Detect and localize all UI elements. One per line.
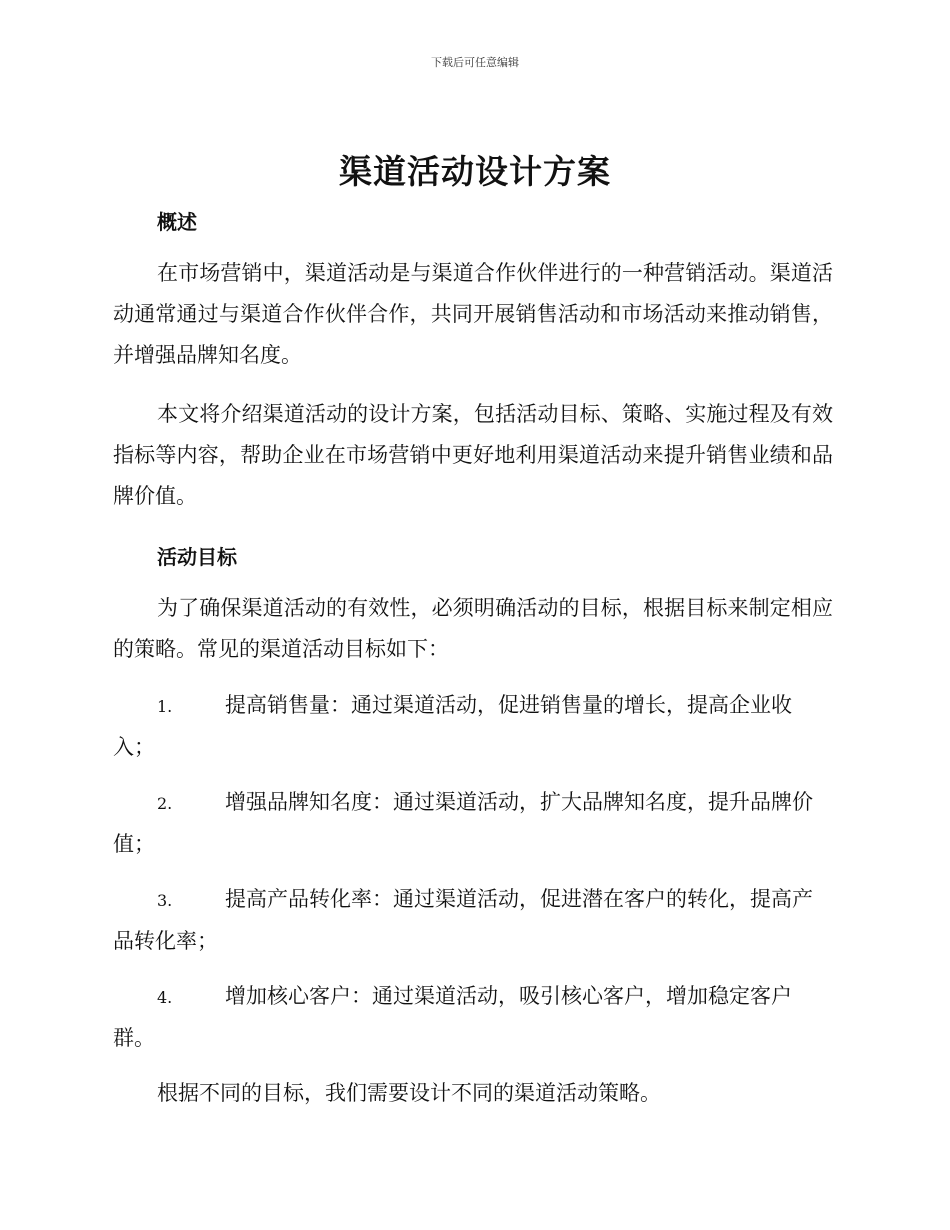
list-number: 1. <box>157 697 173 716</box>
goal-list-item-1 <box>113 685 833 768</box>
goal-list-item-4 <box>113 976 833 1059</box>
section-heading-overview: 概述 <box>157 210 197 234</box>
list-text: 增强品牌知名度：通过渠道活动，扩大品牌知名度，提升品牌价值； <box>113 790 813 856</box>
overview-paragraph-1: 在市场营销中，渠道活动是与渠道合作伙伴进行的一种营销活动。渠道活动通常通过与渠道合作伙伴合作，共同开展销售活动和市场活动来推动销售，并增强品牌知名度。 <box>113 261 833 367</box>
goal-list-item-3 <box>113 879 833 962</box>
goal-list-item-2 <box>113 782 833 865</box>
list-text: 增加核心客户：通过渠道活动，吸引核心客户，增加稳定客户群。 <box>113 984 792 1050</box>
list-number: 2. <box>157 794 173 813</box>
overview-paragraph-2: 本文将介绍渠道活动的设计方案，包括活动目标、策略、实施过程及有效指标等内容，帮助企业在市场营销中更好地利用渠道活动来提升销售业绩和品牌价值。 <box>113 402 833 508</box>
goals-outro-paragraph: 根据不同的目标，我们需要设计不同的渠道活动策略。 <box>157 1081 661 1105</box>
list-number: 4. <box>157 988 173 1007</box>
section-heading-goals: 活动目标 <box>157 545 237 569</box>
list-text: 提高产品转化率：通过渠道活动，促进潜在客户的转化，提高产品转化率； <box>113 887 813 953</box>
list-number: 3. <box>157 891 173 910</box>
document-title: 渠道活动设计方案 <box>339 152 611 191</box>
list-text: 提高销售量：通过渠道活动，促进销售量的增长，提高企业收入； <box>113 693 792 759</box>
page-header: 下载后可任意编辑 <box>431 56 519 69</box>
goals-intro-paragraph: 为了确保渠道活动的有效性，必须明确活动的目标，根据目标来制定相应的策略。常见的渠道活动目标如下： <box>113 596 833 661</box>
